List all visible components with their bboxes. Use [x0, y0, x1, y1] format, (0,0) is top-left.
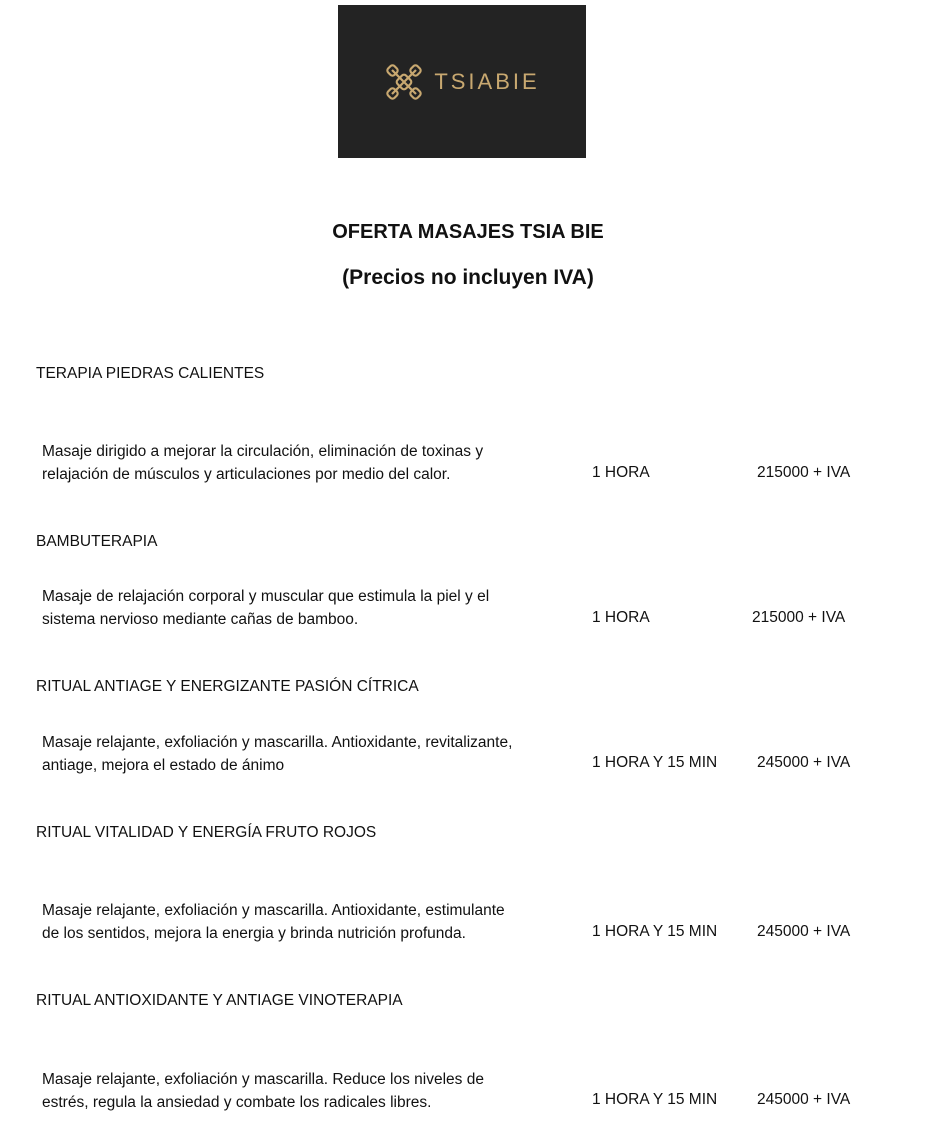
description-line: Masaje relajante, exfoliación y mascarilla. Antioxidante, estimulante	[42, 902, 505, 919]
service-heading: RITUAL ANTIOXIDANTE Y ANTIAGE VINOTERAPIA	[36, 992, 403, 1009]
service-price: 215000 + IVA	[757, 464, 851, 481]
service-price: 245000 + IVA	[757, 1091, 851, 1108]
service-duration: 1 HORA	[592, 609, 650, 626]
service-duration: 1 HORA	[592, 464, 650, 481]
description-line: de los sentidos, mejora la energia y brinda nutrición profunda.	[42, 925, 466, 942]
service-price: 245000 + IVA	[757, 754, 851, 771]
service-heading: TERAPIA PIEDRAS CALIENTES	[36, 365, 265, 382]
description-line: Masaje dirigido a mejorar la circulación, eliminación de toxinas y	[42, 443, 484, 460]
description-line: Masaje de relajación corporal y muscular que estimula la piel y el	[42, 588, 490, 605]
page-title: OFERTA MASAJES TSIA BIE	[332, 221, 604, 243]
description-line: Masaje relajante, exfoliación y mascarilla. Reduce los niveles de	[42, 1071, 484, 1088]
service-description	[42, 731, 577, 777]
service-heading: RITUAL ANTIAGE Y ENERGIZANTE PASIÓN CÍTRICA	[36, 678, 419, 695]
description-line: sistema nervioso mediante cañas de bamboo.	[42, 611, 359, 628]
service-heading: BAMBUTERAPIA	[36, 533, 158, 550]
description-line: estrés, regula la ansiedad y combate los radicales libres.	[42, 1094, 432, 1111]
description-line: antiage, mejora el estado de ánimo	[42, 757, 285, 774]
page-subtitle: (Precios no incluyen IVA)	[342, 266, 594, 289]
service-description	[42, 899, 577, 945]
service-description	[42, 585, 577, 631]
service-price: 245000 + IVA	[757, 923, 851, 940]
brand-name: TSIABIE	[434, 68, 540, 94]
knot-icon	[384, 62, 424, 102]
service-duration: 1 HORA Y 15 MIN	[592, 754, 718, 771]
service-price: 215000 + IVA	[752, 609, 846, 626]
brand-logo	[338, 5, 586, 158]
description-line: Masaje relajante, exfoliación y mascarilla. Antioxidante, revitalizante,	[42, 734, 513, 751]
service-description	[42, 1068, 577, 1114]
service-duration: 1 HORA Y 15 MIN	[592, 923, 718, 940]
description-line: relajación de músculos y articulaciones por medio del calor.	[42, 466, 451, 483]
service-description	[42, 440, 577, 486]
service-duration: 1 HORA Y 15 MIN	[592, 1091, 718, 1108]
service-heading: RITUAL VITALIDAD Y ENERGÍA FRUTO ROJOS	[36, 824, 377, 841]
